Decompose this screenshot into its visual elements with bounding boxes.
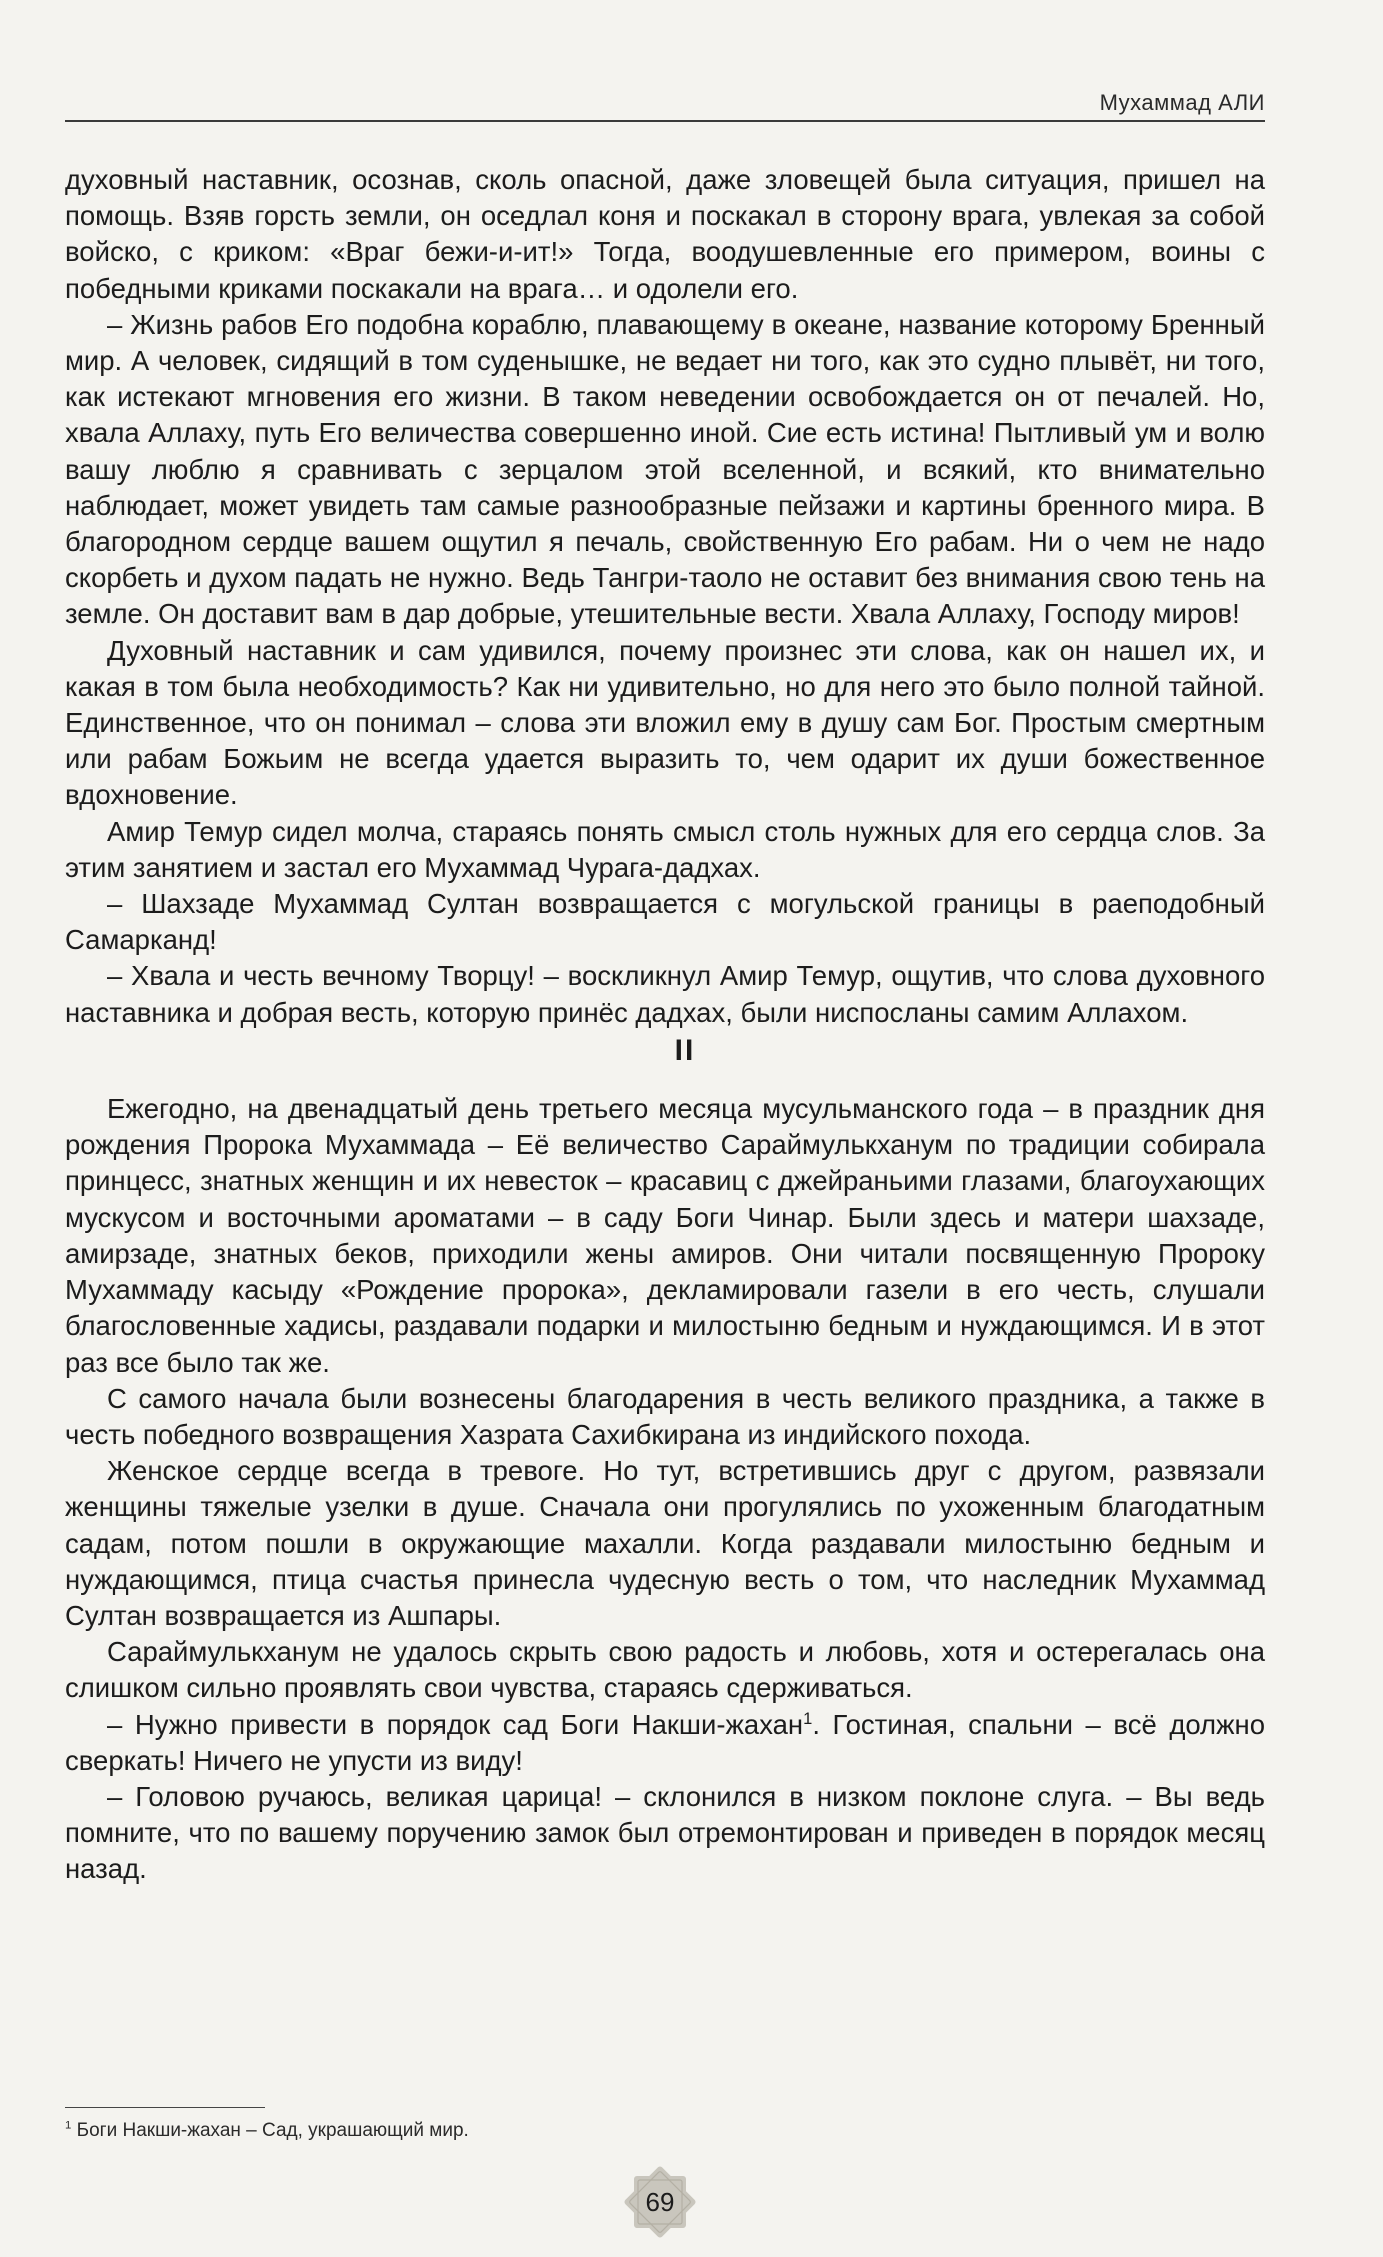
paragraph: – Жизнь рабов Его подобна кораблю, плавающему в океане, название которому Бренный мир. А человек, сидящий в том суденышке, не ведает ни того, как это судно плывёт, ни того, как истекают мгновения его жизни. В таком неведении освобождается он от печалей. Но, хвала Аллаху, путь Его величества совершенно иной. Сие есть истина! Пытливый ум и волю вашу люблю я сравнивать с зерцалом этой вселенной, и всякий, кто внимательно наблюдает, может увидеть там самые разнообразные пейзажи и картины бренного мира. В благородном сердце вашем ощутил я печаль, свойственную Его рабам. Ни о чем не надо скорбеть и духом падать не нужно. Ведь Тангри-таоло не оставит без внимания свою тень на земле. Он доставит вам в дар добрые, утешительные вести. Хвала Аллаху, Господу миров! <box>65 308 1265 630</box>
page-number-badge <box>620 2162 700 2242</box>
paragraph: С самого начала были вознесены благодарения в честь великого праздника, а также в честь победного возвращения Хазрата Сахибкирана из индийского похода. <box>65 1382 1265 1450</box>
paragraph: духовный наставник, осознав, сколь опасной, даже зловещей была ситуация, пришел на помощь. Взяв горсть земли, он оседлал коня и поскакал в сторону врага, увлекая за собой войско, с криком: «Враг бежи-и-ит!» Тогда, воодушевленные его примером, воины с победными криками поскакали на врага… и одолели его. <box>65 164 1265 304</box>
section-number: II <box>674 1033 696 1067</box>
paragraph: Ежегодно, на двенадцатый день третьего месяца мусульманского года – в праздник дня рождения Пророка Мухаммада – Её величество Сараймулькханум по традиции собирала принцесс, знатных женщин и их невесток – красавиц с джейраньими глазами, благоухающих мускусом и восточными ароматами – в саду Боги Чинар. Были здесь и матери шахзаде, амирзаде, знатных беков, приходили жены амиров. Они читали посвященную Пророку Мухаммаду касыду «Рождение пророка», декламировали газели в его честь, слушали благословенные хадисы, раздавали подарки и милостыню бедным и нуждающимся. И в этот раз все было так же. <box>65 1093 1265 1378</box>
footnote <box>65 2120 469 2142</box>
paragraph: Амир Темур сидел молча, стараясь понять смысл столь нужных для его сердца слов. За этим занятием и застал его Мухаммад Чурага-дадхах. <box>65 815 1265 883</box>
paragraph-with-footnote <box>65 1707 1265 1779</box>
paragraph-text-after-note: . Гостиная, спальни – всё должно сверкать! Ничего не упусти из виду! <box>65 1708 1265 1776</box>
footnote-divider <box>65 2107 265 2108</box>
running-header <box>65 86 1265 122</box>
paragraph-text-before-note: – Нужно привести в порядок сад Боги Накши-жахан <box>107 1708 804 1740</box>
paragraph: Женское сердце всегда в тревоге. Но тут, встретившись друг с другом, развязали женщины тяжелые узелки в душе. Сначала они прогулялись по ухоженным благодатным садам, потом пошли в окружающие махалли. Когда раздавали милостыню бедным и нуждающимся, птица счастья принесла чудесную весть о том, что наследник Мухаммад Султан возвращается из Ашпары. <box>65 1455 1265 1631</box>
paragraph: Духовный наставник и сам удивился, почему произнес эти слова, как он нашел их, и какая в том была необходимость? Как ни удивительно, но для него это было полной тайной. Единственное, что он понимал – слова эти вложил ему в душу сам Бог. Простым смертным или рабам Божьим не всегда удается выразить то, чем одарит их души божественное вдохновение. <box>65 634 1265 811</box>
main-text <box>65 162 1265 1888</box>
paragraph: – Хвала и честь вечному Творцу! – воскликнул Амир Темур, ощутив, что слова духовного наставника и добрая весть, которую принёс дадхах, были ниспосланы самим Аллахом. <box>65 960 1265 1028</box>
paragraph: – Шахзаде Мухаммад Султан возвращается с могульской границы в раеподобный Самарканд! <box>65 888 1265 956</box>
paragraph: Сараймулькханум не удалось скрыть свою радость и любовь, хотя и остерегалась она слишком сильно проявлять свои чувства, стараясь сдерживаться. <box>65 1636 1265 1704</box>
footnote-reference: 1 <box>803 1709 813 1728</box>
paragraph: – Головою ручаюсь, великая царица! – склонился в низком поклоне слуга. – Вы ведь помните, что по вашему поручению замок был отремонтирован и приведен в порядок месяц назад. <box>65 1780 1265 1885</box>
footnote-text: Боги Накши-жахан – Сад, украшающий мир. <box>71 2120 469 2141</box>
footnote-mark: 1 <box>65 2119 72 2132</box>
running-header-author: Мухаммад АЛИ <box>1099 90 1265 115</box>
page-number: 69 <box>645 2187 675 2217</box>
